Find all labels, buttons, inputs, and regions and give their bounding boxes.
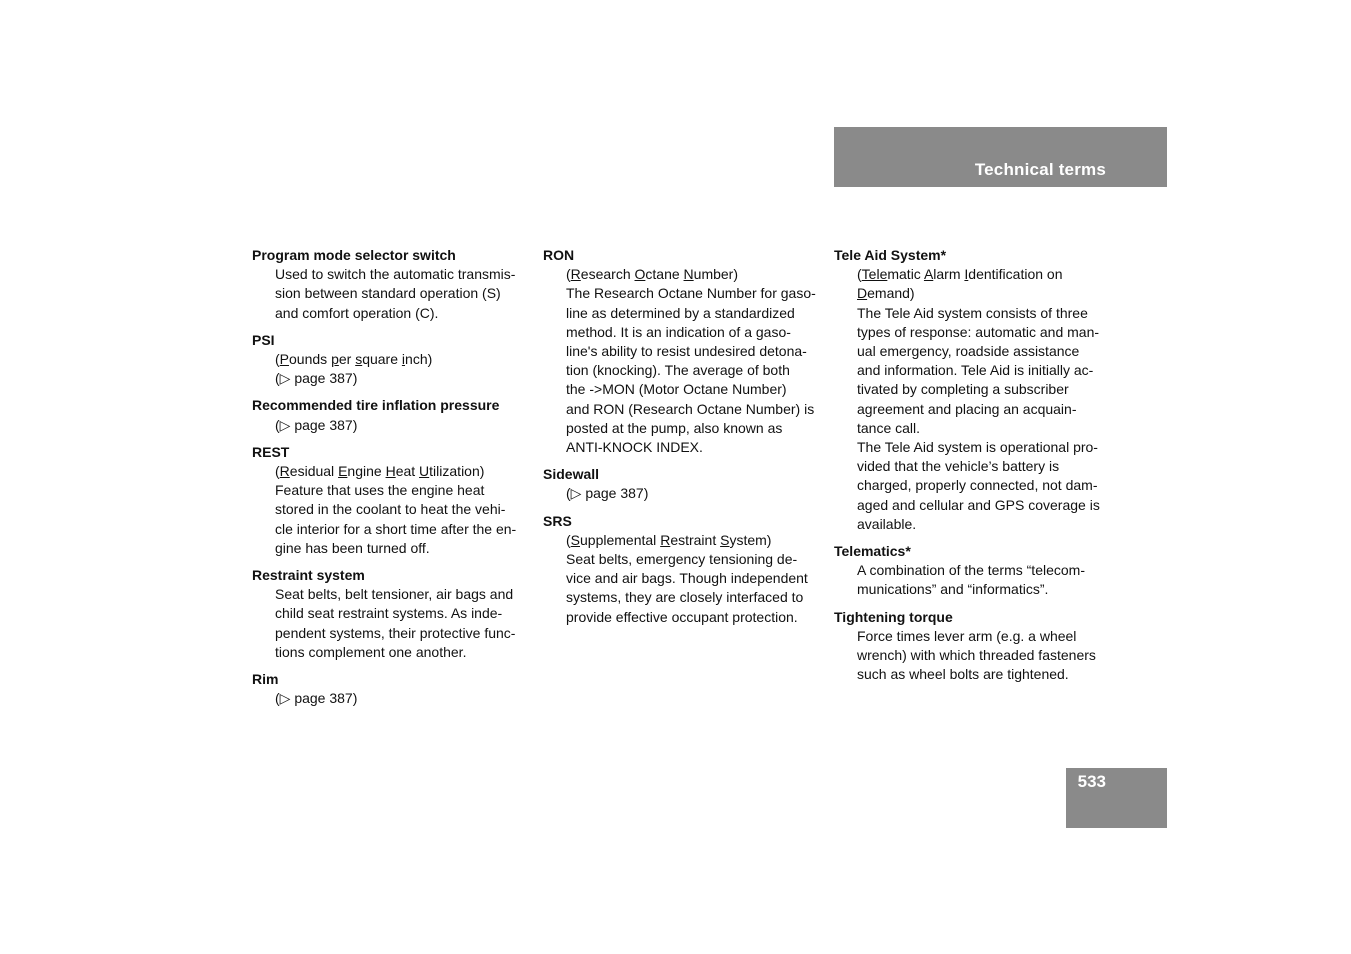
text-segment: ( xyxy=(275,351,280,368)
definition-line xyxy=(252,604,516,623)
underlined-initial: E xyxy=(338,463,348,480)
definition-line xyxy=(543,304,816,323)
text-segment: munications” and “informatics”. xyxy=(857,581,1049,598)
text-segment: A combination of the terms “telecom- xyxy=(857,562,1085,579)
text-segment: posted at the pump, also known as xyxy=(566,419,783,436)
underlined-initial: A xyxy=(923,266,934,283)
text-segment: the ->MON (Motor Octane Number) xyxy=(566,381,787,398)
text-segment: agreement and placing an acquain- xyxy=(857,400,1077,417)
glossary-entry xyxy=(252,331,516,389)
definition-line xyxy=(252,304,516,323)
glossary-entry xyxy=(543,512,816,627)
definition-line xyxy=(834,476,1100,495)
underlined-initial: S xyxy=(720,531,730,548)
text-segment: tions complement one another. xyxy=(275,643,467,660)
glossary-term: PSI xyxy=(252,331,275,348)
underlined-initial: p xyxy=(331,351,339,368)
definition-line xyxy=(834,627,1100,646)
text-segment: systems, they are closely interfaced to xyxy=(566,589,804,606)
definition-line xyxy=(834,419,1100,438)
text-segment: gine has been turned off. xyxy=(275,539,430,556)
definition-line xyxy=(543,531,816,550)
text-segment: (▷ page 387) xyxy=(566,485,649,502)
definition-line xyxy=(834,665,1100,684)
text-segment: ctane xyxy=(645,266,684,283)
glossary-entry xyxy=(252,443,516,558)
text-segment: ounds xyxy=(289,351,332,368)
glossary-entry xyxy=(834,542,1100,600)
text-segment: esidual xyxy=(289,463,339,480)
glossary-entry xyxy=(834,608,1100,685)
section-title: Technical terms xyxy=(974,160,1106,179)
text-segment: umber) xyxy=(693,266,739,283)
text-segment: and comfort operation (C). xyxy=(275,304,439,321)
definition-line xyxy=(834,496,1100,515)
definition-line xyxy=(252,520,516,539)
text-segment: pendent systems, their protective func- xyxy=(275,624,516,641)
text-segment: matic xyxy=(887,266,924,283)
text-segment: Seat belts, belt tensioner, air bags and xyxy=(275,586,514,603)
text-segment: ANTI-KNOCK INDEX. xyxy=(566,439,703,456)
text-segment: esearch xyxy=(580,266,635,283)
glossary-entry xyxy=(252,670,516,708)
text-segment: Used to switch the automatic transmis- xyxy=(275,266,516,283)
text-segment: ngine xyxy=(347,463,386,480)
text-segment: nch) xyxy=(405,351,433,368)
definition-line xyxy=(252,539,516,558)
text-segment: sion between standard operation (S) xyxy=(275,285,501,302)
text-segment: The Tele Aid system is operational pro- xyxy=(857,439,1098,456)
text-segment: stored in the coolant to heat the vehi- xyxy=(275,501,506,518)
glossary-term: Telematics* xyxy=(834,543,911,560)
glossary-term: Program mode selector switch xyxy=(252,247,456,263)
glossary-column-1 xyxy=(252,246,516,716)
glossary-term: Tightening torque xyxy=(834,608,953,625)
definition-line xyxy=(834,361,1100,380)
underlined-initial: S xyxy=(570,531,581,548)
underlined-initial: i xyxy=(401,351,406,368)
underlined-initial: R xyxy=(660,531,671,548)
definition-line xyxy=(543,608,816,627)
text-segment: ( xyxy=(566,531,571,548)
definition-line xyxy=(252,350,516,369)
definition-line xyxy=(834,515,1100,534)
definition-line xyxy=(543,400,816,419)
text-segment: (▷ page 387) xyxy=(275,416,358,433)
text-segment: eat xyxy=(395,463,420,480)
text-segment: cle interior for a short time after the en- xyxy=(275,520,517,537)
underlined-initial: R xyxy=(279,463,290,480)
text-segment: available. xyxy=(857,515,917,532)
text-segment: ( xyxy=(566,266,571,283)
text-segment: ystem) xyxy=(729,531,772,548)
text-segment: quare xyxy=(362,351,402,368)
text-segment: aged and cellular and GPS coverage is xyxy=(857,496,1100,513)
glossary-term: Sidewall xyxy=(543,466,600,483)
glossary-term: Recommended tire inflation pressure xyxy=(252,397,500,414)
definition-line xyxy=(834,323,1100,342)
text-segment: upplemental xyxy=(580,531,661,548)
page-number: 533 xyxy=(1077,772,1106,791)
glossary-term: RON xyxy=(543,247,575,263)
definition-line xyxy=(543,419,816,438)
underlined-initial: D xyxy=(857,285,868,302)
text-segment: (▷ page 387) xyxy=(275,370,358,387)
definition-line xyxy=(252,265,516,284)
definition-line xyxy=(252,643,516,662)
page-number-box xyxy=(1066,768,1167,828)
glossary-entry xyxy=(252,566,516,662)
definition-line xyxy=(543,284,816,303)
definition-line xyxy=(834,284,1100,303)
underlined-initial: P xyxy=(279,351,290,368)
text-segment: ual emergency, roadside assistance xyxy=(857,343,1080,360)
text-segment: The Research Octane Number for gaso- xyxy=(566,285,816,302)
text-segment: estraint xyxy=(670,531,721,548)
definition-line xyxy=(543,550,816,569)
glossary-entry xyxy=(543,465,816,503)
glossary-term: Restraint system xyxy=(252,567,365,584)
definition-line xyxy=(543,265,816,284)
text-segment: Seat belts, emergency tensioning de- xyxy=(566,551,798,568)
definition-line xyxy=(543,569,816,588)
text-segment: wrench) with which threaded fasteners xyxy=(857,647,1096,664)
glossary-term: Tele Aid System* xyxy=(834,247,947,263)
text-segment: tance call. xyxy=(857,419,921,436)
text-segment: and information. Tele Aid is initially ac- xyxy=(857,362,1094,379)
definition-line xyxy=(543,438,816,457)
definition-line xyxy=(834,342,1100,361)
definition-line xyxy=(252,585,516,604)
definition-line xyxy=(834,580,1100,599)
text-segment: tion (knocking). The average of both xyxy=(566,362,790,379)
text-segment: dentification on xyxy=(968,266,1063,283)
underlined-initial: U xyxy=(419,463,430,480)
text-segment: ( xyxy=(857,266,862,283)
definition-line xyxy=(834,646,1100,665)
text-segment: and RON (Research Octane Number) is xyxy=(566,400,815,417)
text-segment: larm xyxy=(933,266,965,283)
definition-line xyxy=(834,265,1100,284)
definition-line xyxy=(252,462,516,481)
text-segment: ( xyxy=(275,463,280,480)
glossary-term: REST xyxy=(252,443,290,460)
definition-line xyxy=(543,484,816,503)
definition-line xyxy=(543,380,816,399)
text-segment: Feature that uses the engine heat xyxy=(275,482,485,499)
underlined-initial: O xyxy=(634,266,646,283)
text-segment: emand) xyxy=(867,285,915,302)
section-header-bar xyxy=(834,127,1167,187)
glossary-entry xyxy=(252,246,516,323)
text-segment: such as wheel bolts are tightened. xyxy=(857,666,1069,683)
glossary-term: Rim xyxy=(252,671,279,688)
underlined-initial: I xyxy=(964,266,969,283)
definition-line xyxy=(252,624,516,643)
text-segment: child seat restraint systems. As inde- xyxy=(275,605,503,622)
definition-line xyxy=(543,588,816,607)
definition-line xyxy=(543,342,816,361)
definition-line xyxy=(543,323,816,342)
definition-line xyxy=(252,500,516,519)
underlined-initial: s xyxy=(355,351,363,368)
text-segment: tivated by completing a subscriber xyxy=(857,381,1069,398)
definition-line xyxy=(252,481,516,500)
definition-line xyxy=(834,457,1100,476)
text-segment: types of response: automatic and man- xyxy=(857,323,1100,340)
definition-line xyxy=(834,438,1100,457)
definition-line xyxy=(834,304,1100,323)
definition-line xyxy=(252,284,516,303)
text-segment: Force times lever arm (e.g. a wheel xyxy=(857,627,1077,644)
underlined-initial: Tele xyxy=(861,266,888,283)
definition-line xyxy=(834,380,1100,399)
definition-line xyxy=(252,416,516,435)
underlined-initial: R xyxy=(570,266,581,283)
text-segment: tilization) xyxy=(429,463,485,480)
text-segment: The Tele Aid system consists of three xyxy=(857,304,1088,321)
definition-line xyxy=(543,361,816,380)
definition-line xyxy=(252,689,516,708)
glossary-term: SRS xyxy=(543,512,572,529)
definition-line xyxy=(834,400,1100,419)
glossary-entry xyxy=(543,246,816,457)
text-segment: vided that the vehicle’s battery is xyxy=(857,458,1060,475)
text-segment: provide effective occupant protection. xyxy=(566,608,798,625)
text-segment: method. It is an indication of a gaso- xyxy=(566,323,791,340)
glossary-column-3 xyxy=(834,246,1100,692)
text-segment: line's ability to resist undesired detona- xyxy=(566,343,807,360)
underlined-initial: N xyxy=(683,266,694,283)
text-segment: er xyxy=(338,351,356,368)
glossary-entry xyxy=(834,246,1100,534)
text-segment: (▷ page 387) xyxy=(275,690,358,707)
text-segment: vice and air bags. Though independent xyxy=(566,570,808,587)
definition-line xyxy=(834,561,1100,580)
text-segment: charged, properly connected, not dam- xyxy=(857,477,1098,494)
text-segment: line as determined by a standardized xyxy=(566,304,795,321)
definition-line xyxy=(252,369,516,388)
glossary-entry xyxy=(252,396,516,434)
underlined-initial: H xyxy=(385,463,396,480)
glossary-column-2 xyxy=(543,246,816,635)
